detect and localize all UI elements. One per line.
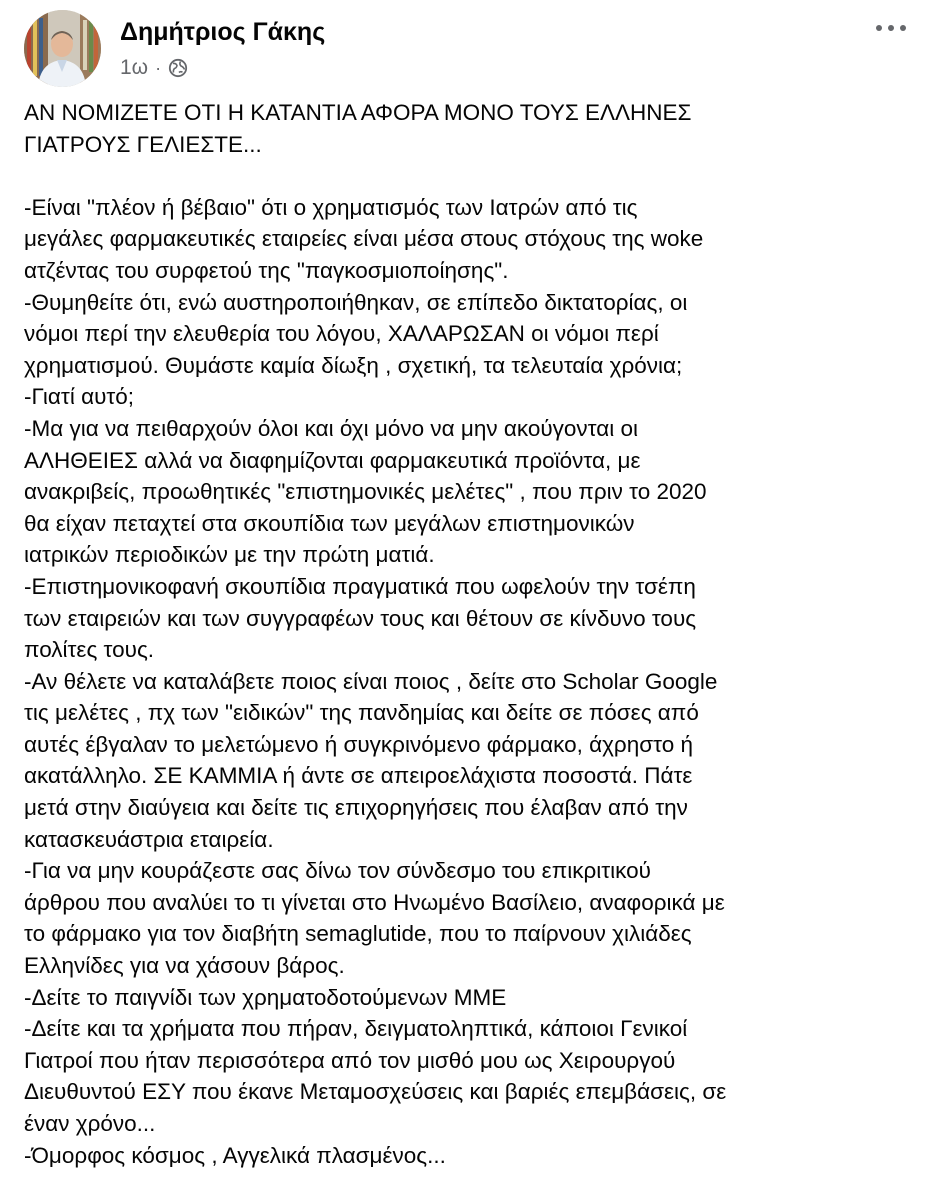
post-text-line: -Επιστημονικοφανή σκουπίδια πραγματικά που ωφελούν την τσέπη — [24, 573, 696, 599]
post-text-line: Διευθυντού ΕΣΥ που έκανε Μεταμοσχεύσεις και βαριές επεμβάσεις, σε — [24, 1079, 727, 1105]
post-text-line: -Δείτε το παιγνίδι των χρηματοδοτούμενων ΜΜΕ — [24, 984, 507, 1010]
post-text-line: θα είχαν πεταχτεί στα σκουπίδια των μεγάλων επιστημονικών — [24, 510, 635, 536]
post-text-line: -Αν θέλετε να καταλάβετε ποιος είναι ποιος , δείτε στο Scholar Google — [24, 668, 718, 694]
profile-photo — [24, 10, 101, 87]
post-text-line: έναν χρόνο... — [24, 1111, 156, 1136]
post-text-line: -Όμορφος κόσμος , Αγγελικά πλασμένος... — [24, 1142, 446, 1168]
more-options-button[interactable] — [876, 16, 906, 40]
post-text-line: -Θυμηθείτε ότι, ενώ αυστηροποιήθηκαν, σε επίπεδο δικτατορίας, οι — [24, 289, 688, 315]
post-text-line: το φάρμακο για τον διαβήτη semaglutide, που το παίρνουν χιλιάδες — [24, 921, 692, 947]
post-text-line: -Μα για να πειθαρχούν όλοι και όχι μόνο να μην ακούγονται οι — [24, 415, 639, 441]
globe-icon[interactable] — [168, 58, 188, 78]
post-text-line: Γιατροί που ήταν περισσότερα από τον μισθό μου ως Χειρουργού — [24, 1047, 676, 1073]
post-text-line: -Είναι "πλέον ή βέβαιο" ότι ο χρηματισμός των Ιατρών από τις — [24, 194, 638, 220]
post-text-line: των εταιρειών και των συγγραφέων τους και θέτουν σε κίνδυνο τους — [24, 605, 697, 631]
post-text-line: τις μελέτες , πχ των "ειδικών" της πανδημίας και δείτε σε πόσες από — [24, 700, 699, 726]
more-horizontal-icon — [900, 25, 906, 31]
post-text-line: -Για να μην κουράζεστε σας δίνω τον σύνδεσμο του επικριτικού — [24, 858, 651, 884]
post-text-line: αυτές έβγαλαν το μελετώμενο ή συγκρινόμενο φάρμακο, άχρηστο ή — [24, 731, 693, 757]
post-timestamp[interactable]: 1ω — [120, 56, 149, 79]
post-text-line: μετά στην διαύγεια και δείτε τις επιχορηγήσεις που έλαβαν από την — [24, 795, 688, 821]
post-text-line: μεγάλες φαρμακευτικές εταιρείες είναι μέσα στους στόχους της woke — [24, 226, 704, 252]
meta-separator: · — [155, 57, 162, 78]
more-horizontal-icon — [888, 25, 894, 31]
post-text-line: ιατρικών περιοδικών με την πρώτη ματιά. — [24, 542, 435, 568]
post-text-line: χρηματισμού. Θυμάστε καμία δίωξη , σχετική, τα τελευταία χρόνια; — [24, 352, 683, 378]
post-text-line: άρθρου που αναλύει το τι γίνεται στο Ηνωμένο Βασίλειο, αναφορικά με — [24, 889, 725, 915]
post-text-line: νόμοι περί την ελευθερία του λόγου, ΧΑΛΑΡΩΣΑΝ οι νόμοι περί — [24, 321, 659, 347]
avatar[interactable] — [24, 10, 101, 87]
post-text-line: ΑΝ ΝΟΜΙΖΕΤΕ ΟΤΙ Η ΚΑΤΑΝΤΙΑ ΑΦΟΡΑ ΜΟΝΟ ΤΟΥΣ ΕΛΛΗΝΕΣ — [24, 100, 692, 125]
post-text-line: πολίτες τους. — [24, 637, 155, 663]
post-header — [24, 10, 904, 90]
more-horizontal-icon — [876, 25, 882, 31]
author-name[interactable]: Δημήτριος Γάκης — [120, 18, 326, 46]
post-meta — [120, 56, 188, 80]
post-text-line: κατασκευάστρια εταιρεία. — [24, 826, 274, 852]
post-text-line: -Γιατί αυτό; — [24, 384, 135, 410]
post-text-line: Ελληνίδες για να χάσουν βάρος. — [24, 953, 345, 979]
post-blank-line — [24, 160, 904, 192]
post-text-line: ατζέντας του συρφετού της "παγκοσμιοποίησης". — [24, 257, 509, 283]
post-text-line: ανακριβείς, προωθητικές "επιστημονικές μελέτες" , που πριν το 2020 — [24, 479, 707, 505]
post-text-line: ΑΛΗΘΕΙΕΣ αλλά να διαφημίζονται φαρμακευτικά προϊόντα, με — [24, 447, 641, 473]
post-text-line: ακατάλληλο. ΣΕ ΚΑΜΜΙΑ ή άντε σε απειροελάχιστα ποσοστά. Πάτε — [24, 763, 693, 789]
post-text-line: ΓΙΑΤΡΟΥΣ ΓΕΛΙΕΣΤΕ... — [24, 131, 262, 157]
post-text-line: -Δείτε και τα χρήματα που πήραν, δειγματοληπτικά, κάποιοι Γενικοί — [24, 1016, 688, 1042]
post-text — [24, 97, 904, 1171]
